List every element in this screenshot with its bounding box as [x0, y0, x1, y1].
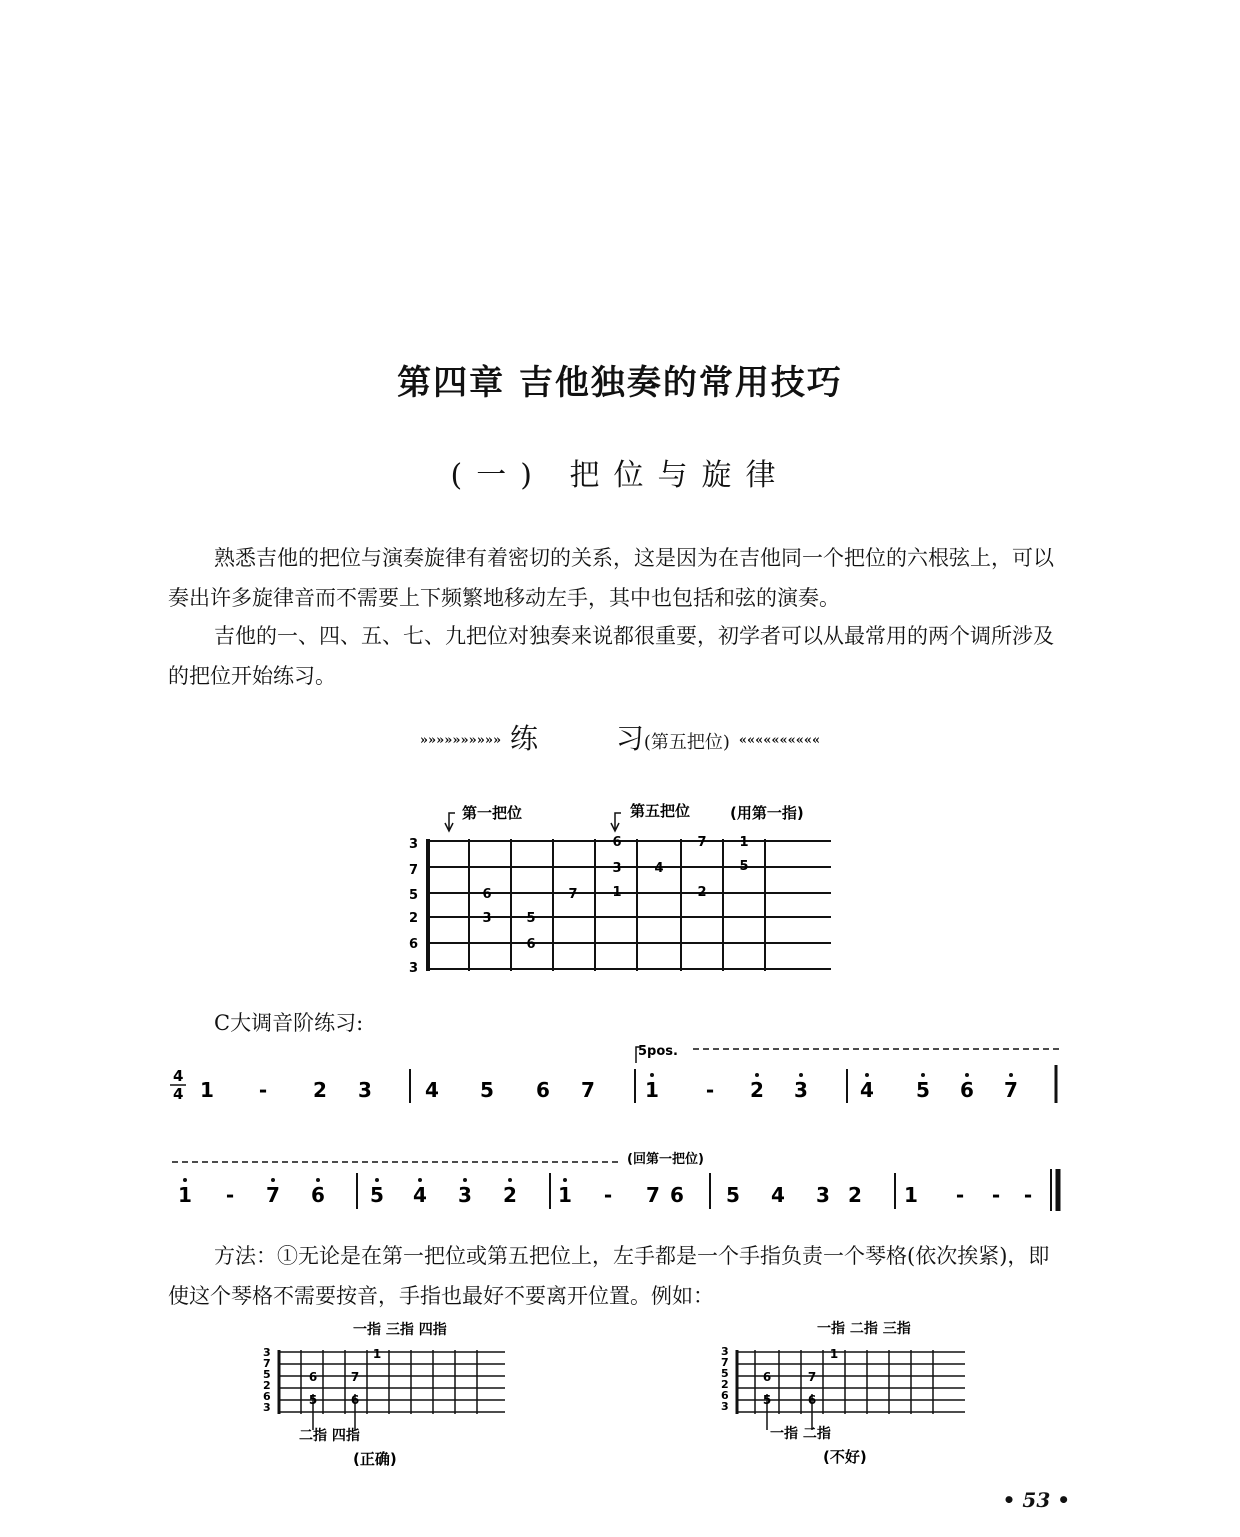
fret-dot: 2	[697, 885, 707, 900]
exercise-label-b: 习	[615, 722, 644, 755]
diagram-bad-caption: (不好)	[823, 1448, 867, 1466]
score-note: 1	[200, 1078, 214, 1102]
octave-dot	[563, 1178, 567, 1182]
string-note: 6	[721, 1389, 729, 1402]
fret-dot: 6	[612, 835, 622, 850]
score-note: 6	[670, 1183, 684, 1207]
fret-dot: 1	[739, 835, 749, 850]
score-note: 5	[370, 1183, 384, 1207]
score-note: 4	[413, 1183, 427, 1207]
string-note: 7	[721, 1356, 729, 1369]
score-note: 4	[860, 1078, 874, 1102]
score-note: -	[225, 1183, 235, 1207]
diagram-correct	[255, 1318, 525, 1473]
score-note: -	[1023, 1183, 1033, 1207]
fret-dot: 7	[350, 1370, 360, 1384]
octave-dot	[1009, 1073, 1013, 1077]
octave-dot	[316, 1178, 320, 1182]
page-number: • 53 •	[1002, 1488, 1070, 1512]
label-finger: (用第一指)	[730, 804, 804, 822]
score-note: 3	[458, 1183, 472, 1207]
return-mark: (回第一把位)	[627, 1152, 704, 1167]
string-note: 6	[409, 937, 419, 952]
diagram-bad	[715, 1316, 980, 1473]
fifth-position-arrow-icon	[611, 813, 621, 831]
score-note: -	[603, 1183, 613, 1207]
string-note: 6	[263, 1390, 271, 1403]
fret-dot: 5	[526, 911, 536, 926]
score-note: 6	[311, 1183, 325, 1207]
scale-score	[160, 1035, 1070, 1225]
score-note: 4	[771, 1183, 785, 1207]
string-note: 3	[409, 961, 419, 976]
chapter-title: 第四章 吉他独奏的常用技巧	[397, 363, 843, 403]
score-note: 7	[646, 1183, 660, 1207]
score-note: 2	[313, 1078, 327, 1102]
score-note: 5	[480, 1078, 494, 1102]
score-note: 5	[726, 1183, 740, 1207]
fret-dot: 5	[308, 1393, 318, 1407]
fret-dot: 7	[697, 835, 707, 850]
left-arrows: »»»»»»»»»»	[419, 733, 502, 748]
score-note: 3	[358, 1078, 372, 1102]
fret-dot: 6	[308, 1370, 318, 1384]
fret-dot: 3	[612, 861, 622, 876]
score-note: 2	[503, 1183, 517, 1207]
section-title: (一) 把位与旋律	[450, 458, 790, 493]
exercise-heading	[0, 717, 1240, 757]
string-note: 3	[721, 1345, 729, 1358]
fret-dot: 5	[739, 859, 749, 874]
label-first-position: 第一把位	[462, 804, 523, 822]
fret-dot: 6	[350, 1393, 360, 1407]
score-note: 1	[178, 1183, 192, 1207]
fret-dot: 6	[762, 1370, 772, 1384]
fretboard-diagram	[395, 795, 845, 990]
position-note: (第五把位)	[643, 732, 730, 753]
string-note: 2	[263, 1379, 271, 1392]
right-arrows: ««««««««««	[738, 733, 821, 748]
score-note: 1	[645, 1078, 659, 1102]
score-note: 7	[581, 1078, 595, 1102]
octave-dot	[508, 1178, 512, 1182]
score-note: -	[955, 1183, 965, 1207]
octave-dot	[183, 1178, 187, 1182]
fret-dot: 6	[482, 887, 492, 902]
pos-mark: 5pos.	[638, 1044, 678, 1059]
method-text: 方法：①无论是在第一把位或第五把位上，左手都是一个手指负责一个琴格(依次挨紧)，即使这个琴格不需要按音，手指也最好不要离开位置。例如：	[168, 1244, 1050, 1308]
string-note: 3	[263, 1401, 271, 1414]
diagram-bad-bottom-label: 一指 二指	[770, 1426, 831, 1442]
score-note: 1	[904, 1183, 918, 1207]
score-note: 2	[848, 1183, 862, 1207]
fret-dot: 1	[829, 1347, 839, 1361]
score-note: 3	[794, 1078, 808, 1102]
octave-dot	[965, 1073, 969, 1077]
fret-dot: 7	[568, 887, 578, 902]
string-note: 2	[409, 911, 419, 926]
scale-label: C大调音阶练习:	[214, 1011, 364, 1035]
score-note: 6	[960, 1078, 974, 1102]
score-note: 3	[816, 1183, 830, 1207]
time-sig-bottom: 4	[173, 1085, 184, 1103]
score-note: 6	[536, 1078, 550, 1102]
score-note: 7	[266, 1183, 280, 1207]
diagram-correct-bottom-label: 二指 四指	[299, 1428, 360, 1444]
score-note: 4	[425, 1078, 439, 1102]
fret-dot: 6	[526, 937, 536, 952]
octave-dot	[463, 1178, 467, 1182]
score-note: -	[991, 1183, 1001, 1207]
first-position-arrow-icon	[445, 813, 455, 831]
octave-dot	[755, 1073, 759, 1077]
score-note: -	[705, 1078, 715, 1102]
exercise-label-a: 练	[510, 722, 539, 755]
fret-dot: 7	[807, 1370, 817, 1384]
octave-dot	[921, 1073, 925, 1077]
octave-dot	[418, 1178, 422, 1182]
score-note: 7	[1004, 1078, 1018, 1102]
score-note: 2	[750, 1078, 764, 1102]
octave-dot	[650, 1073, 654, 1077]
paragraph-2: 吉他的一、四、五、七、九把位对独奏来说都很重要，初学者可以从最常用的两个调所涉及的把位开始练习。	[168, 624, 1054, 688]
diagram-correct-caption: (正确)	[353, 1450, 397, 1468]
string-note: 7	[263, 1357, 271, 1370]
fret-dot: 1	[372, 1347, 382, 1361]
score-note: 1	[558, 1183, 572, 1207]
time-sig-top: 4	[173, 1067, 184, 1085]
label-fifth-position: 第五把位	[630, 802, 691, 820]
score-note: 5	[916, 1078, 930, 1102]
octave-dot	[375, 1178, 379, 1182]
fret-dot: 5	[762, 1393, 772, 1407]
string-note: 2	[721, 1378, 729, 1391]
string-note: 3	[409, 837, 419, 852]
score-note: -	[258, 1078, 268, 1102]
string-note: 5	[263, 1368, 271, 1381]
string-note: 5	[409, 888, 419, 903]
octave-dot	[271, 1178, 275, 1182]
fret-dot: 1	[612, 885, 622, 900]
octave-dot	[865, 1073, 869, 1077]
string-note: 3	[721, 1400, 729, 1413]
paragraph-1: 熟悉吉他的把位与演奏旋律有着密切的关系，这是因为在吉他同一个把位的六根弦上，可以奏出许多旋律音而不需要上下频繁地移动左手，其中也包括和弦的演奏。	[168, 546, 1054, 610]
fret-dot: 3	[482, 911, 492, 926]
fret-dot: 6	[807, 1393, 817, 1407]
diagram-correct-top-label: 一指 三指 四指	[353, 1322, 447, 1338]
string-note: 5	[721, 1367, 729, 1380]
fret-dot: 4	[654, 861, 664, 876]
octave-dot	[799, 1073, 803, 1077]
diagram-bad-top-label: 一指 二指 三指	[817, 1321, 911, 1337]
string-note: 3	[263, 1346, 271, 1359]
string-note: 7	[409, 863, 419, 878]
